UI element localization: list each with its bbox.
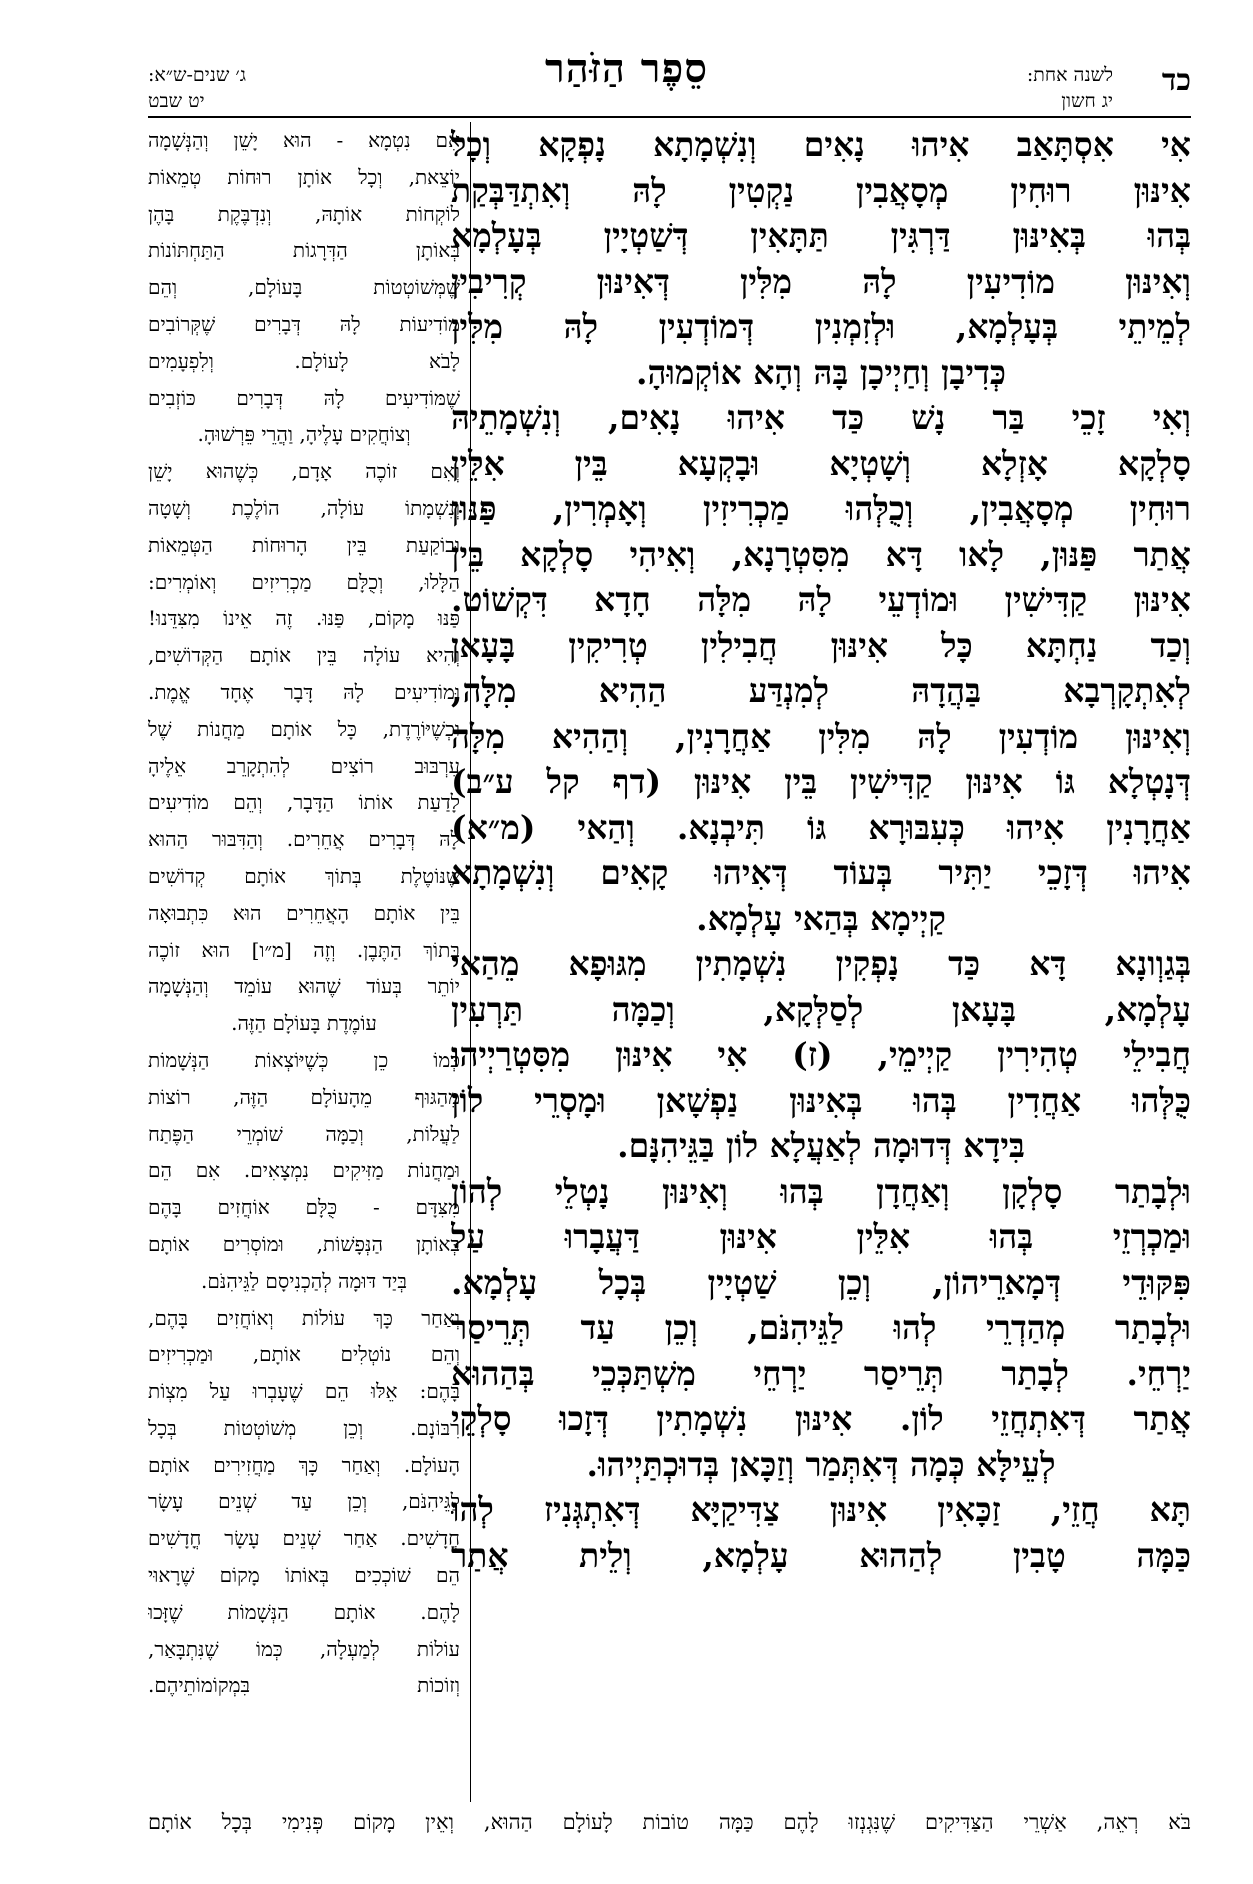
main-line: כַּמָּה טָבִין לְהַהוּא עָלְמָא, וְלֵית אֲתַר (451, 1535, 1191, 1575)
side-line: לַעֲלוֹת, וְכַמָּה שׁוֹמְרֵי הַפֶּתַח (148, 1121, 460, 1146)
main-line: כֻּלְּהוּ אַחֲדִין בְּהוּ בְּאִינּוּן נַפְשָׁאן וּמָסְרֵי לוֹן (451, 1080, 1191, 1120)
main-line: סָלְקָא אָזְלָא וְשָׁטְיָא וּבָקְעָא בֵּין אִלֵּין (451, 443, 1191, 483)
side-line: לָבֹא לָעוֹלָם. וְלִפְעָמִים (148, 348, 460, 373)
main-line: רוּחִין מְסָאֲבִין, וְכֻלְּהוּ מַכְרִיזִין וְאָמְרִין, פַּנּוּן (451, 489, 1191, 528)
side-line: בָּהֶם: אֵלּוּ הֵם שֶׁעָבְרוּ עַל מִצְוֹת (148, 1379, 460, 1404)
side-line: פַּנּוּ מָקוֹם, פַּנּוּ. זֶה אֵינוֹ מִצִּדֵּנוּ! (148, 606, 460, 631)
side-line: יוֹתֵר בְּעוֹד שֶׁהוּא עוֹמֵד וְהַנְּשָׁמָה (148, 974, 460, 999)
side-line: הָעוֹלָם. וְאַחַר כָּךְ מַחֲזִירִים אוֹתָם (148, 1452, 460, 1477)
side-line: וְצוֹחֲקִים עָלֶיהָ, וַהֲרֵי פֵּרְשׁוּהָ. (197, 422, 411, 447)
main-line: קַיְימָא בְּהַאי עָלְמָא. (696, 898, 946, 938)
side-line: שֶׁמְּשׁוֹטְטוֹת בָּעוֹלָם, וְהֵם (148, 275, 460, 300)
header-left-line2: יט שבט (148, 90, 205, 112)
side-line: בְּיַד דּוּמָה לְהַכְנִיסָם לַגֵּיהִנֹּם. (201, 1268, 407, 1293)
page-number: כד (1161, 63, 1191, 98)
side-line: בְּתוֹךְ הַתֶּבֶן. וְזֶה [מ״ו] הוּא זוֹכֶה (148, 937, 460, 962)
side-line: כְּמוֹ כֵן כְּשֶׁיּוֹצְאוֹת הַנְּשָׁמוֹת (148, 1047, 460, 1072)
side-line: וְהֵם נוֹטְלִים אוֹתָם, וּמַכְרִיזִים (148, 1342, 460, 1367)
side-line: מוֹדִיעוֹת לָהּ דְּבָרִים שֶׁקְּרוֹבִים (148, 311, 460, 336)
side-line: עוֹמֶדֶת בָּעוֹלָם הַזֶּה. (231, 1011, 377, 1036)
main-line: כְּדִיבָן וְחַיְיכָן בָּהּ וְהָא אוֹקְמוּהָ. (635, 352, 1006, 392)
side-line: וְאַחַר כָּךְ עוֹלוֹת וְאוֹחֲזִים בָּהֶם, (148, 1305, 460, 1330)
book-title: סֵפֶר הַזֹּהַר (545, 45, 708, 92)
header-divider (148, 116, 1191, 118)
aramaic-main-column (451, 122, 1191, 1804)
side-line: עִרְבּוּב רוֹצִים לְהִתְקָרֵב אֵלֶיהָ (148, 753, 460, 778)
main-line: אִינּוּן רוּחִין מְסָאֲבִין נַקְטִין לָהּ וְאִתְדַּבְּקַת (451, 170, 1191, 210)
footer-translation-line: בֹּא רְאֵה, אַשְׁרֵי הַצַּדִּיקִים שֶׁנִּגְנְזוּ לָהֶם כַּמָּה טוֹבוֹת לָעוֹלָם הַהוּא, וְאֵין מָקוֹם פְּנִימִי בְּכָל אוֹתָם (148, 1810, 1191, 1834)
side-line: יוֹצֵאת, וְכָל אוֹתָן רוּחוֹת טְמֵאוֹת (148, 164, 460, 189)
main-line: בְּגַוְונָא דָּא כַּד נָפְקִין נִשְׁמָתִין מִגּוּפָא מֵהַאי (451, 944, 1191, 983)
side-line: וּמַחֲנוֹת מַזִּיקִים נִמְצָאִים. אִם הֵם (148, 1158, 460, 1183)
hebrew-translation-column (148, 122, 460, 1804)
side-line: בֵּין אוֹתָם הָאֲחֵרִים הוּא כִּתְבוּאָה (148, 900, 460, 925)
side-line: וְהִיא עוֹלָה בֵּין אוֹתָם הַקְּדוֹשִׁים, (148, 643, 460, 668)
header-left-line1: ג׳ שנים-ש״א: (148, 64, 247, 86)
main-line: בִּידָא דְּדוּמָה לְאַעֲלָא לוֹן בַּגֵּיהִנָּם. (617, 1126, 1025, 1165)
main-line: בְּהוּ בְּאִינּוּן דַּרְגִּין תַּתָּאִין דְּשַׁטְיָין בְּעָלְמָא (451, 216, 1191, 255)
side-line: וְזוֹכוֹת בִּמְקוֹמוֹתֵיהֶם. (148, 1673, 460, 1698)
main-line: אִי אִסְתָּאַב אִיהוּ נָאִים וְנִשְׁמָתָא נָפְקָא וְכָל (451, 125, 1191, 164)
main-line: לְעֵילָּא כְּמָה דְּאִתְּמַר וְזַכָּאן בְּדוּכְתַּיְיהוּ. (586, 1444, 1056, 1484)
main-line: לְאִתְקָרְבָא בַּהֲדָהּ לְמִנְדַּע הַהִיא מִלָּה, (451, 671, 1191, 710)
main-line: אִינּוּן קַדִּישִׁין וּמוֹדְעֵי לָהּ מִלָּה חָדָא דִּקְשׁוֹט. (451, 580, 1191, 619)
main-line: פִּקּוּדֵי דְּמָארֵיהוֹן, וְכֵן שַׁטְיָין בְּכָל עָלְמָא. (451, 1262, 1191, 1302)
side-line: עוֹלוֹת לְמַעְלָה, כְּמוֹ שֶׁנִּתְבָּאַר, (148, 1636, 460, 1661)
side-line: לָדַעַת אוֹתוֹ הַדָּבָר, וְהֵם מוֹדִיעִים (148, 790, 460, 815)
side-line: וּמוֹדִיעִים לָהּ דָּבָר אֶחָד אֱמֶת. (148, 679, 460, 704)
main-line: וְאִי זָכֵי בַּר נָשׁ כַּד אִיהוּ נָאִים, וְנִשְׁמָתֵיהּ (451, 398, 1191, 437)
side-line: לָהֶם. אוֹתָם הַנְּשָׁמוֹת שֶׁזָּכוּ (148, 1599, 460, 1624)
main-line: תָּא חֲזֵי, זַכָּאִין אִינּוּן צַדִּיקַיָּא דְּאִתְגְּנִיז לְהוּ (451, 1490, 1191, 1529)
main-line: לְמֵיתֵי בְּעָלְמָא, וּלְזִמְנִין דְּמוֹדְעִין לָהּ מִלִּין (451, 307, 1191, 346)
main-line: וְאִינּוּן מוֹדִיעִין לָהּ מִלִּין דְּאִינּוּן קְרִיבִין (451, 261, 1191, 301)
header-right-line2: יג חשון (1061, 90, 1113, 112)
main-line: וְכַד נַחְתָּא כָּל אִינּוּן חֲבִילִין טְרִיקִין בָּעָאן (451, 625, 1191, 665)
main-line: וּלְבָתַר סָלְקָן וְאַחֲדָן בְּהוּ וְאִינּוּן נָטְלֵי לְהוֹן (451, 1171, 1191, 1211)
side-line: מִצִּדָּם - כֻּלָּם אוֹחֲזִים בָּהֶם (148, 1195, 460, 1220)
side-line: חֳדָשִׁים. אַחַר שְׁנֵים עָשָׂר חֳדָשִׁים (148, 1526, 460, 1551)
side-line: וּבוֹקַעַת בֵּין הָרוּחוֹת הַטְּמֵאוֹת (148, 532, 460, 557)
main-line: וְאִינּוּן מוֹדְעִין לָהּ מִלִּין אַחֲרָנִין, וְהַהִיא מִלָּה (451, 716, 1191, 756)
main-line: אֲתַר דְּאִתְחֲזֵי לוֹן. אִינּוּן נִשְׁמָתִין דְּזָכוּ סָלְקֵי (451, 1399, 1191, 1438)
main-line: חֲבִילֵי טְהִירִין קַיְימֵי, (ז) אִי אִינּוּן מִסִּטְרַיְיהוּ (451, 1035, 1191, 1074)
side-line: אִם נִטְמָא - הוּא יָשֵׁן וְהַנְּשָׁמָה (148, 128, 460, 152)
main-line: יַרְחֵי. לְבָתַר תְּרֵיסַר יַרְחֵי מִשְׁתַּכְּכֵי בְּהַהוּא (451, 1353, 1191, 1393)
main-line: וּמַכְרְזֵי בְּהוּ אִלֵּין אִינּוּן דַּעֲבָרוּ עַל (451, 1217, 1191, 1256)
side-line: וּכְשֶׁיּוֹרֶדֶת, כָּל אוֹתָם מַחֲנוֹת שֶׁל (148, 716, 460, 741)
main-line: אֲתַר פַּנּוּן, לָאו דָּא מִסִּטְרָנָא, וְאִיהִי סָלְקָא בֵּין (451, 534, 1191, 574)
header-right-line1: לשנה אחת: (1026, 64, 1113, 86)
main-line: דְּנָטְלָא גּוֹ אִינּוּן קַדִּישִׁין בֵּין אִינּוּן (דף קל ע״ב) (451, 762, 1191, 801)
side-line: לָהּ דְּבָרִים אֲחֵרִים. וְהַדִּבּוּר הַהוּא (148, 827, 460, 852)
main-line: אַחֲרָנִין אִיהוּ כְּעִבּוּרָא גּוֹ תִּיבְנָא. וְהַאי (מ״א) (451, 807, 1191, 847)
header-left-note (148, 62, 246, 114)
side-line: שֶׁמּוֹדִיעִים לָהּ דְּבָרִים כּוֹזְבִים (148, 385, 460, 410)
side-line: וְאִם זוֹכֶה אָדָם, כְּשֶׁהוּא יָשֵׁן (148, 459, 460, 484)
side-line: מֵהַגּוּף מֵהָעוֹלָם הַזֶּה, רוֹצוֹת (148, 1084, 460, 1109)
side-line: רִבּוֹנָם. וְכֵן מְשׁוֹטְטוֹת בְּכָל (148, 1415, 460, 1440)
side-line: לַגֵּיהִנֹּם, וְכֵן עַד שְׁנֵים עָשָׂר (148, 1489, 460, 1514)
side-line: הַלָּלוּ, וְכֻלָּם מַכְרִיזִים וְאוֹמְרִים: (148, 569, 460, 594)
main-line: אִיהוּ דְּזָכֵי יַתִּיר בְּעוֹד דְּאִיהוּ קָאִים וְנִשְׁמָתָא (451, 853, 1191, 892)
side-line: לוֹקְחוֹת אוֹתָהּ, וְנִדְבֶּקֶת בָּהֶן (148, 201, 460, 226)
main-line: וּלְבָתַר מְהַדְרֵי לְהוּ לַגֵּיהִנֹּם, וְכֵן עַד תְּרֵיסַר (451, 1308, 1191, 1347)
main-line: עָלְמָא, בָּעָאן לְסַלְּקָא, וְכַמָּה תַּרְעִין (451, 989, 1191, 1029)
side-line: בְּאוֹתָן הַדְּרָגוֹת הַתַּחְתּוֹנוֹת (148, 238, 460, 263)
side-line: הֵם שׁוֹכְכִים בְּאוֹתוֹ מָקוֹם שֶׁרָאוּי (148, 1563, 460, 1588)
side-line: בְּאוֹתָן הַנְּפָשׁוֹת, וּמוֹסְרִים אוֹתָם (148, 1231, 460, 1256)
side-line: שֶׁנּוֹטֶלֶת בְּתוֹךְ אוֹתָם קְדוֹשִׁים (148, 863, 460, 888)
side-line: וְנִשְׁמָתוֹ עוֹלָה, הוֹלֶכֶת וְשָׁטָה (148, 495, 460, 520)
